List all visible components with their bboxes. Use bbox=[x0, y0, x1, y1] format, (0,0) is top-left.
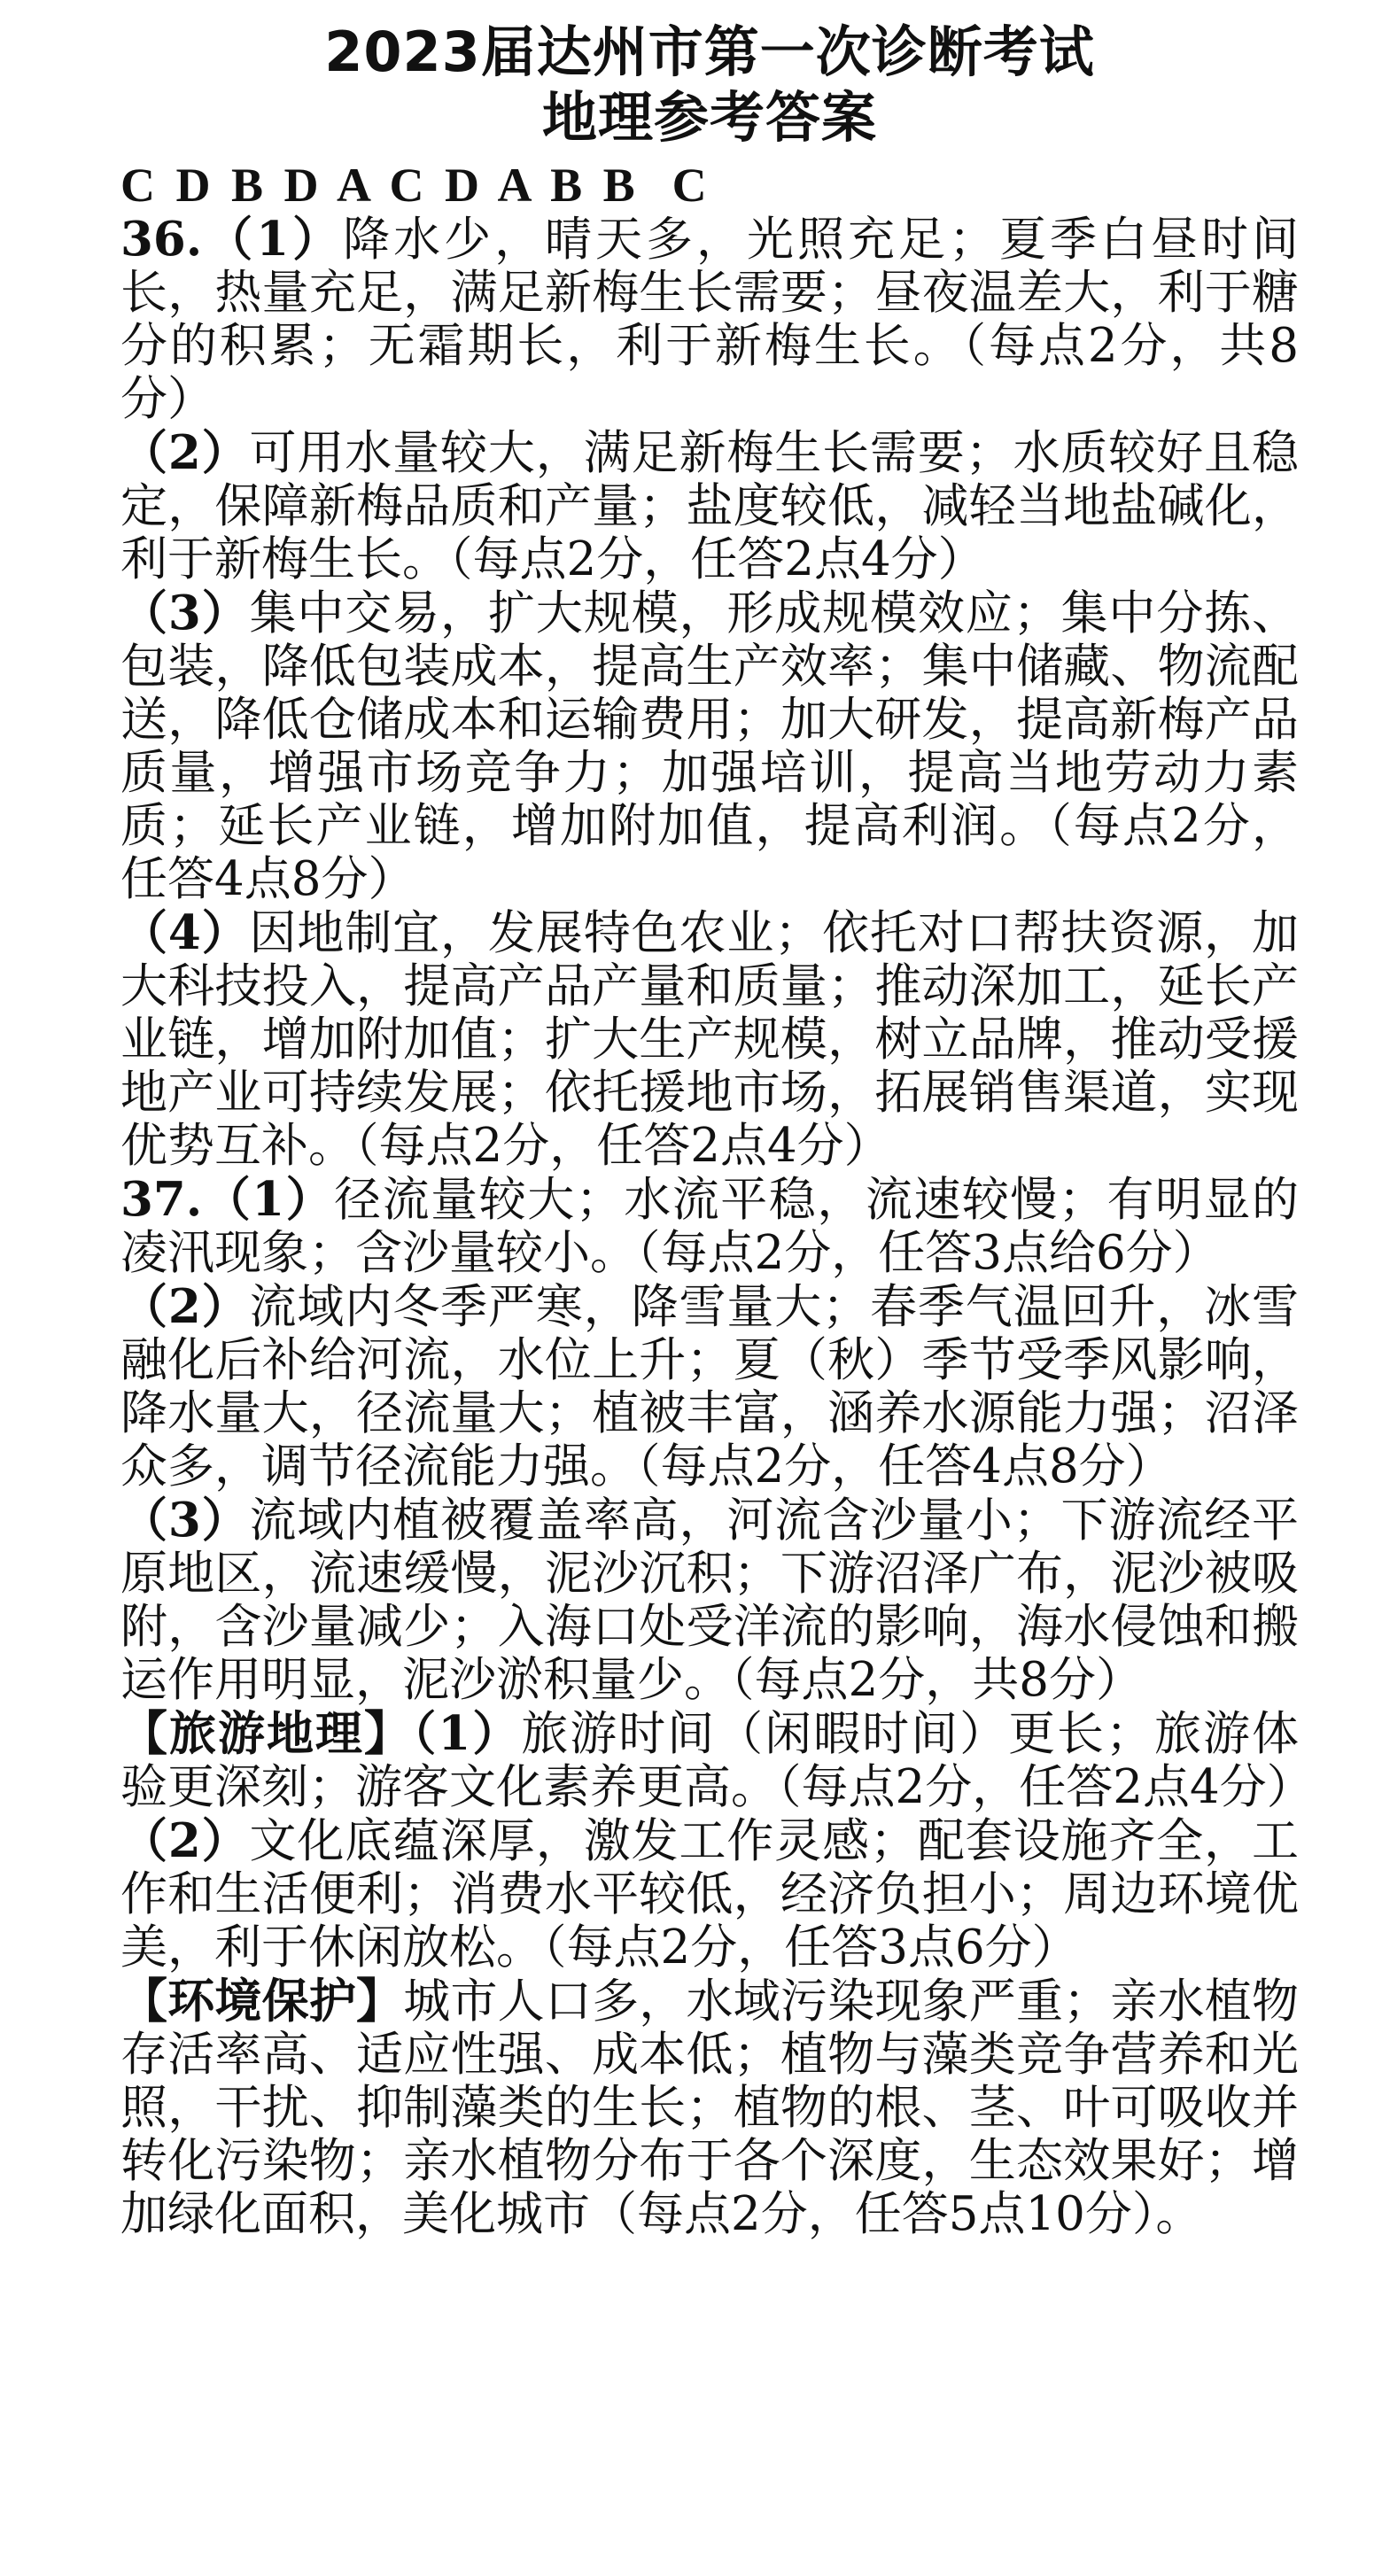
answer-text: 可用水量较大，满足新梅生长需要；水质较好且稳定，保障新梅品质和产量；盐度较低，减轻当地盐碱化，利于新梅生长。（每点2分，任答2点4分） bbox=[120, 426, 1300, 586]
answer-label: 【旅游地理】（1） bbox=[120, 1706, 522, 1761]
answer-label: 【环境保护】 bbox=[120, 1974, 404, 2029]
answer-text: 降水少，晴天多，光照充足；夏季白昼时间长，热量充足，满足新梅生长需要；昼夜温差大，利于糖分的积累；无霜期长，利于新梅生长。（每点2分，共8分） bbox=[120, 213, 1300, 426]
answer-label: （3） bbox=[120, 1493, 250, 1548]
answer-text: 流域内冬季严寒，降雪量大；春季气温回升，冰雪融化后补给河流，水位上升；夏（秋）季节受季风影响，降水量大，径流量大；植被丰富，涵养水源能力强；沼泽众多，调节径流能力强。（每点2分，任答4点8分） bbox=[120, 1280, 1300, 1494]
answer-36-2 bbox=[120, 426, 1299, 586]
answer-text: 集中交易，扩大规模，形成规模效应；集中分拣、包装，降低包装成本，提高生产效率；集中储藏、物流配送，降低仓储成本和运输费用；加大研发，提高新梅产品质量，增强市场竞争力；加强培训，提高当地劳动力素质；延长产业链，增加附加值，提高利润。（每点2分，任答4点8分） bbox=[120, 586, 1300, 906]
answer-37-3 bbox=[120, 1494, 1299, 1707]
document-title: 2023届达州市第一次诊断考试 bbox=[324, 19, 1095, 84]
answer-37-1 bbox=[120, 1173, 1299, 1280]
answer-36-3 bbox=[120, 586, 1299, 906]
answer-tourism-1 bbox=[120, 1706, 1314, 1814]
answer-environment bbox=[120, 1975, 1299, 2241]
answer-text: 文化底蕴深厚，激发工作灵感；配套设施齐全，工作和生活便利；消费水平较低，经济负担小；周边环境优美，利于休闲放松。（每点2分，任答3点6分） bbox=[120, 1814, 1300, 1975]
answer-label: 37.（1） bbox=[120, 1172, 335, 1227]
answer-label: （4） bbox=[120, 905, 250, 960]
answer-text: 城市人口多，水域污染现象严重；亲水植物存活率高、适应性强、成本低；植物与藻类竞争营养和光照，干扰、抑制藻类的生长；植物的根、茎、叶可吸收并转化污染物；亲水植物分布于各个深度，生态效果好；增加绿化面积，美化城市（每点2分，任答5点10分）。 bbox=[120, 1975, 1299, 2241]
answer-text: 径流量较大；水流平稳，流速较慢；有明显的凌汛现象；含沙量较小。（每点2分，任答3点给6分） bbox=[120, 1173, 1299, 1280]
answer-36-1 bbox=[120, 213, 1299, 426]
answer-text: 流域内植被覆盖率高，河流含沙量小；下游流经平原地区，流速缓慢，泥沙沉积；下游沼泽广布，泥沙被吸附，含沙量减少；入海口处受洋流的影响，海水侵蚀和搬运作用明显，泥沙淤积量少。（每点2分，共8分） bbox=[120, 1494, 1300, 1707]
answer-37-2 bbox=[120, 1280, 1299, 1494]
answer-tourism-2 bbox=[120, 1814, 1299, 1975]
answer-text: 旅游时间（闲暇时间）更长；旅游体验更深刻；游客文化素养更高。（每点2分，任答2点4分） bbox=[120, 1707, 1314, 1814]
answer-36-4 bbox=[120, 906, 1299, 1173]
answer-label: （2） bbox=[120, 425, 250, 480]
answer-label: （3） bbox=[120, 586, 250, 640]
document-subtitle: 地理参考答案 bbox=[541, 85, 877, 150]
answer-text: 因地制宜，发展特色农业；依托对口帮扶资源，加大科技投入，提高产品产量和质量；推动深加工，延长产业链，增加附加值；扩大生产规模，树立品牌，推动受援地产业可持续发展；依托援地市场，拓展销售渠道，实现优势互补。（每点2分，任答2点4分） bbox=[120, 906, 1300, 1173]
multiple-choice-answers: C D B D A C D A B B C bbox=[120, 159, 711, 212]
answer-label: 36.（1） bbox=[120, 212, 344, 267]
answer-label: （2） bbox=[120, 1813, 250, 1868]
answer-label: （2） bbox=[120, 1279, 250, 1334]
